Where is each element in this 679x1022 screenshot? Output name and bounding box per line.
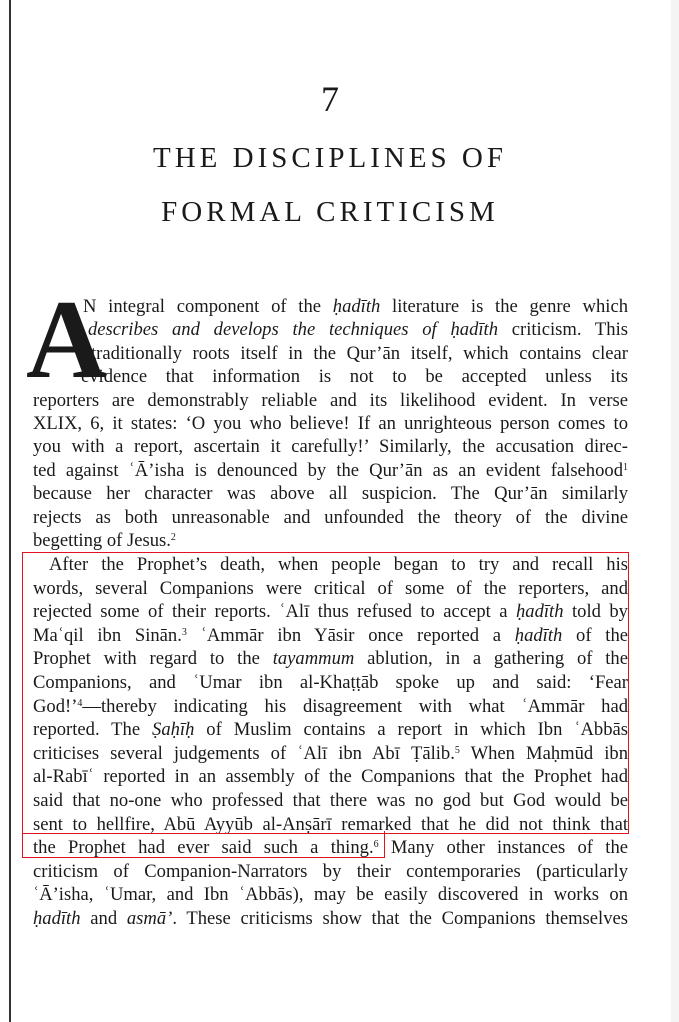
paragraph1-line xyxy=(33,413,628,435)
text-run: . These criticisms show that the Companions themselves xyxy=(172,908,628,929)
text-run: sent to hellfire, Abū Ayyūb al-Anṣārī remarked that he did not think that xyxy=(33,813,628,835)
paragraph2-line xyxy=(33,672,628,694)
text-run: ḥadīth xyxy=(450,319,499,341)
text-run: traditionally roots itself in the Qur’ān itself, which contains clear xyxy=(91,342,628,364)
text-run: Companions, and ʿUmar ibn al-Khaṭṭāb spoke up and said: ‘Fear xyxy=(33,672,628,693)
text-run: —thereby indicating his disagreement with what ʿAmmār had xyxy=(82,695,628,717)
text-run: rejects as both unreasonable and unfounded the theory of the divine xyxy=(33,506,628,528)
text-run: of the xyxy=(562,624,628,646)
text-run: evidence that information is not to be accepted unless its xyxy=(81,366,628,388)
text-run: ʿAmmār ibn Yāsir once reported a xyxy=(186,624,515,646)
paragraph2-line xyxy=(33,790,628,812)
paragraph2-line xyxy=(33,648,628,670)
text-run: tayammum xyxy=(272,648,355,670)
chapter-number: 7 xyxy=(321,79,339,119)
footnote-ref: 3 xyxy=(181,626,187,638)
text-run: ablution, in a gathering of the xyxy=(354,648,628,670)
text-run: you with a report, ascertain it carefully!’ Similarly, the accusation direc- xyxy=(33,436,628,458)
footnote-ref: 2 xyxy=(170,532,176,543)
chapter-title-line-2: FORMAL CRITICISM xyxy=(161,196,499,228)
text-run: ḥadīth xyxy=(332,296,381,317)
text-run: rejected some of their reports. ʿAlī thus refused to accept a xyxy=(33,601,516,623)
text-run: ḥadīth xyxy=(33,908,81,929)
text-run: told by xyxy=(563,601,628,623)
text-run: reported. The xyxy=(33,719,153,741)
paragraph1-line xyxy=(83,296,628,318)
text-run: the Prophet had ever said such a thing. xyxy=(33,837,374,859)
paragraph2-line xyxy=(33,766,628,788)
paragraph1-line xyxy=(81,366,628,388)
text-run: literature is the genre which xyxy=(380,296,628,317)
text-run: al-Rabīʿ reported in an assembly of the Companions that the Prophet had xyxy=(33,766,628,788)
text-run: ḥadīth xyxy=(515,601,564,623)
paragraph2-line xyxy=(33,814,628,836)
text-run: N integral component of the xyxy=(83,296,333,317)
paragraph2-line xyxy=(49,554,628,576)
paragraph1-line xyxy=(33,483,628,505)
text-run: Many other instances of the xyxy=(378,837,628,859)
text-run: criticism of Companion-Narrators by their contemporaries (particularly xyxy=(33,860,628,882)
paragraph1-line xyxy=(88,319,628,341)
paragraph1-line xyxy=(33,507,628,529)
text-run: asmā’ xyxy=(126,908,173,929)
page-margin xyxy=(671,0,679,1022)
text-run: said that no-one who professed that there was no god but God would be xyxy=(33,790,628,811)
text-run: Prophet with regard to the xyxy=(33,648,273,670)
text-run: When Maḥmūd ibn xyxy=(459,742,629,764)
text-run: describes and develops the techniques of xyxy=(88,319,451,341)
paragraph2-line xyxy=(33,719,628,741)
footnote-ref: 6 xyxy=(373,839,379,851)
paragraph1-line xyxy=(33,390,628,412)
text-run: and xyxy=(80,908,127,929)
paragraph2-line xyxy=(33,861,628,883)
chapter-title-line-1: THE DISCIPLINES OF xyxy=(153,142,507,174)
drop-cap: A xyxy=(26,278,107,402)
text-run: of Muslim contains a report in which Ibn ʿAbbās xyxy=(194,719,628,741)
text-run: reporters are demonstrably reliable and its likelihood evident. In verse xyxy=(33,389,628,411)
text-run: Ṣaḥīḥ xyxy=(152,719,195,741)
paragraph2-line xyxy=(33,837,628,859)
paragraph2-line xyxy=(33,696,628,718)
paragraph1-line xyxy=(33,460,628,482)
text-run: God!’ xyxy=(33,695,78,717)
paragraph2-line xyxy=(33,601,628,623)
paragraph2-line xyxy=(33,578,628,600)
paragraph1-line xyxy=(91,343,628,365)
paragraph2-line xyxy=(33,625,628,647)
text-run: criticism. This xyxy=(498,319,628,341)
paragraph2-line xyxy=(33,743,628,765)
paragraph2-line xyxy=(33,908,628,930)
paragraph1-line xyxy=(33,530,628,552)
paragraph2-line xyxy=(33,884,628,906)
text-run: XLIX, 6, it states: ‘O you who believe! If an unrighteous person comes to xyxy=(33,413,628,434)
text-run: ʿĀ’isha, ʿUmar, and Ibn ʿAbbās), may be easily discovered in works on xyxy=(33,884,628,906)
footnote-ref: 4 xyxy=(77,697,83,709)
text-run: Maʿqil ibn Sinān. xyxy=(33,624,182,646)
text-run: criticises several judgements of ʿAlī ibn Abī Ṭālib. xyxy=(33,742,455,764)
footnote-ref: 5 xyxy=(454,744,460,756)
text-run: begetting of Jesus. xyxy=(33,530,171,551)
paragraph1-line xyxy=(33,436,628,458)
text-run: ted against ʿĀ’isha is denounced by the Qur’ān as an evident falsehood xyxy=(33,459,623,481)
text-run: because her character was above all suspicion. The Qur’ān similarly xyxy=(33,483,628,505)
footnote-ref: 1 xyxy=(623,461,628,473)
text-run: ḥadīth xyxy=(514,624,563,646)
text-run: After the Prophet’s death, when people began to try and recall his xyxy=(49,554,628,575)
text-run: words, several Companions were critical of some of the reporters, and xyxy=(33,577,628,599)
